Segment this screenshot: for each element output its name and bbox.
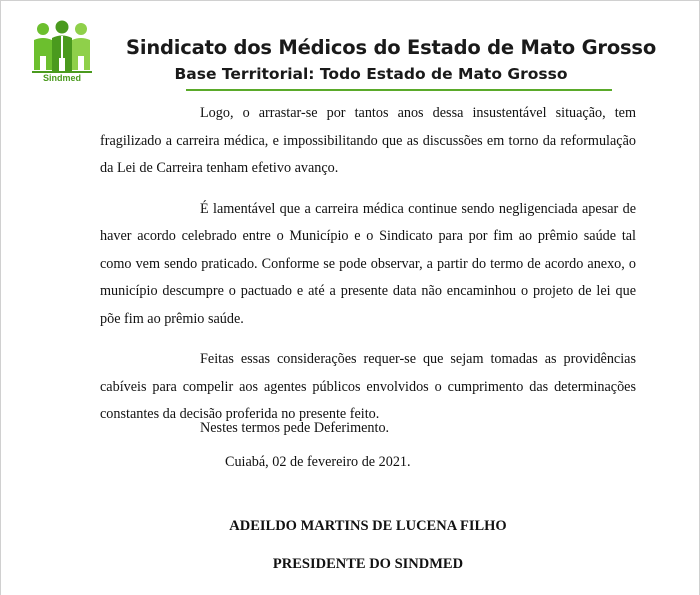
page-border-top xyxy=(0,0,700,1)
page-title: Sindicato dos Médicos do Estado de Mato Grosso xyxy=(126,36,657,59)
paragraph-2: É lamentável que a carreira médica continue sendo negligenciada apesar de haver acordo celebrado entre o Município e o Sindicato para por fim ao prêmio saúde tal como vem sendo praticado. Conforme se pode observar, a partir do termo de acordo anexo, o município descumpre o pactuado e até a presente data não encaminhou o projeto de lei que põe fim ao prêmio saúde. xyxy=(100,200,636,327)
signer-role: PRESIDENTE DO SINDMED xyxy=(272,556,464,572)
logo-label: Sindmed xyxy=(42,73,81,83)
paragraph-3: Feitas essas considerações requer-se que sejam tomadas as providências cabíveis para compelir aos agentes públicos envolvidos o cumprimento das determinações constantes da decisão proferida no presente feito. xyxy=(100,351,636,422)
date-line: Cuiabá, 02 de fevereiro de 2021. xyxy=(225,454,411,470)
letter-body xyxy=(100,100,636,442)
closing-line: Nestes termos pede Deferimento. xyxy=(200,420,390,436)
signer-name: ADEILDO MARTINS DE LUCENA FILHO xyxy=(229,518,507,534)
page-subtitle: Base Territorial: Todo Estado de Mato Grosso xyxy=(174,65,568,83)
header-rule xyxy=(186,89,612,91)
page-border-left xyxy=(0,0,1,595)
paragraph-1: Logo, o arrastar-se por tantos anos dessa insustentável situação, tem fragilizado a carreira médica, e impossibilitando que as discussões em torno da reformulação da Lei de Carreira tenham efetivo avanço. xyxy=(100,105,636,176)
